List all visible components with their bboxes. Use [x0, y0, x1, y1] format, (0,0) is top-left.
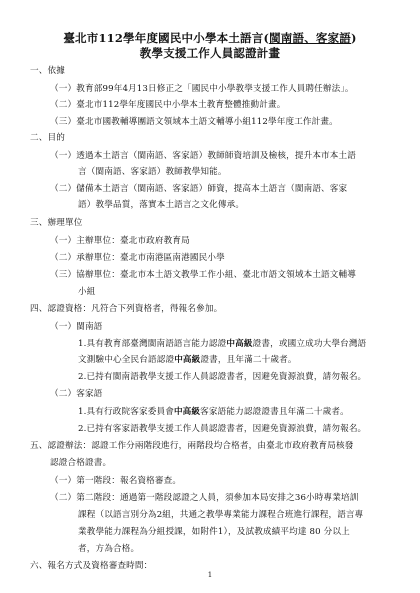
title-prefix: 臺北市112學年度國民中小學本土語言( [63, 31, 270, 45]
method-stage-2-cont-3: 者，方為合格。 [78, 544, 140, 554]
bold-segment: 中高級 [173, 407, 201, 417]
method-stage-2-cont-1: 課程（以語言別分為2組，共通之教學專業能力課程合班進行課程，語言專 [78, 510, 364, 520]
text-segment: 1.具有行政院客家委員會 [78, 407, 174, 417]
method-stage-1: （一）第一階段：報名資格審查。 [50, 476, 182, 486]
text-segment: 客家語能力認證證書且年滿二十歲者。 [200, 407, 349, 417]
purpose-item-1-cont: 言（閩南語、客家語）教師教學知能。 [78, 167, 227, 177]
hakka-qualification-2: 2.已持有客家語教學支援工作人員認證書者，因避免資源浪費，請勿報名。 [78, 424, 367, 434]
basis-item-3: （三）臺北市國教輔導團語文領域本土語文輔導小組112學年度工作計畫。 [50, 117, 338, 127]
method-stage-2-cont-2: 業教學能力課程為分組授課，如附件1），及試教成績平均達 80 分以上 [78, 527, 350, 537]
bold-segment: 中高級 [226, 339, 253, 349]
basis-item-2: （二）臺北市112學年度國民中小學本土教育整體推動計畫。 [50, 100, 286, 110]
organizer-coorganizer: （三）協辦單位：臺北市本土語文教學工作小組、臺北市語文領域本土語文輔導 [50, 270, 357, 280]
heading-basis: 一、依據 [30, 66, 65, 76]
organizer-host: （一）主辦單位：臺北市政府教育局 [50, 236, 190, 246]
text-segment: 證書，且年滿二十歲者。 [200, 355, 297, 365]
heading-method: 五、認證辦法：認證工作分兩階段進行，兩階段均合格者，由臺北市政府教育局核發 [30, 441, 354, 451]
document-title [0, 30, 420, 46]
method-stage-2: （二）第二階段：通過第一階段認證之人員，須參加本局安排之36小時專業培訓 [50, 493, 359, 503]
minnan-qualification-1 [78, 339, 366, 350]
heading-purpose: 二、目的 [30, 133, 65, 143]
subheading-minnan: （一）閩南語 [50, 322, 103, 332]
heading-registration: 六、報名方式及資格審查時間： [30, 561, 153, 571]
subheading-hakka: （二）客家語 [50, 389, 103, 399]
heading-method-cont: 認證合格證書。 [50, 458, 112, 468]
document-subtitle: 教學支援工作人員認證計畫 [139, 46, 281, 60]
organizer-executor: （二）承辦單位：臺北市南港區南港國民小學 [50, 253, 225, 263]
hakka-qualification-1 [78, 407, 349, 418]
title-suffix: ) [351, 31, 357, 45]
minnan-qualification-1-cont [78, 355, 297, 366]
basis-item-1: （一）教育部99年4月13日修正之「國民中小學教學支援工作人員聘任辦法」。 [50, 84, 354, 94]
bold-segment: 中高級 [174, 355, 201, 365]
heading-organizers: 三、辦理單位 [30, 218, 83, 228]
purpose-item-2: （二）儲備本土語言（閩南語、客家語）師資，提高本土語言（閩南語、客家 [50, 184, 348, 194]
organizer-coorganizer-cont: 小組 [78, 287, 96, 297]
title-underlined-languages: 閩南語、客家語 [269, 31, 351, 45]
text-segment: 證書，或國立成功大學台灣語 [252, 339, 367, 349]
heading-qualifications: 四、認證資格：凡符合下列資格者，得報名參加。 [30, 304, 223, 314]
purpose-item-1: （一）透過本土語言（閩南語、客家語）教師師資培訓及檢核，提升本市本土語 [50, 151, 357, 161]
text-segment: 1.具有教育部臺灣閩南語語言能力認證 [78, 339, 227, 349]
page-number: 1 [207, 571, 213, 579]
text-segment: 文測驗中心全民台語認證 [78, 355, 175, 365]
purpose-item-2-cont: 語）教學品質，落實本土語言之文化傳承。 [78, 200, 245, 210]
minnan-qualification-2: 2.已持有閩南語教學支援工作人員認證書者，因避免資源浪費，請勿報名。 [78, 372, 367, 382]
